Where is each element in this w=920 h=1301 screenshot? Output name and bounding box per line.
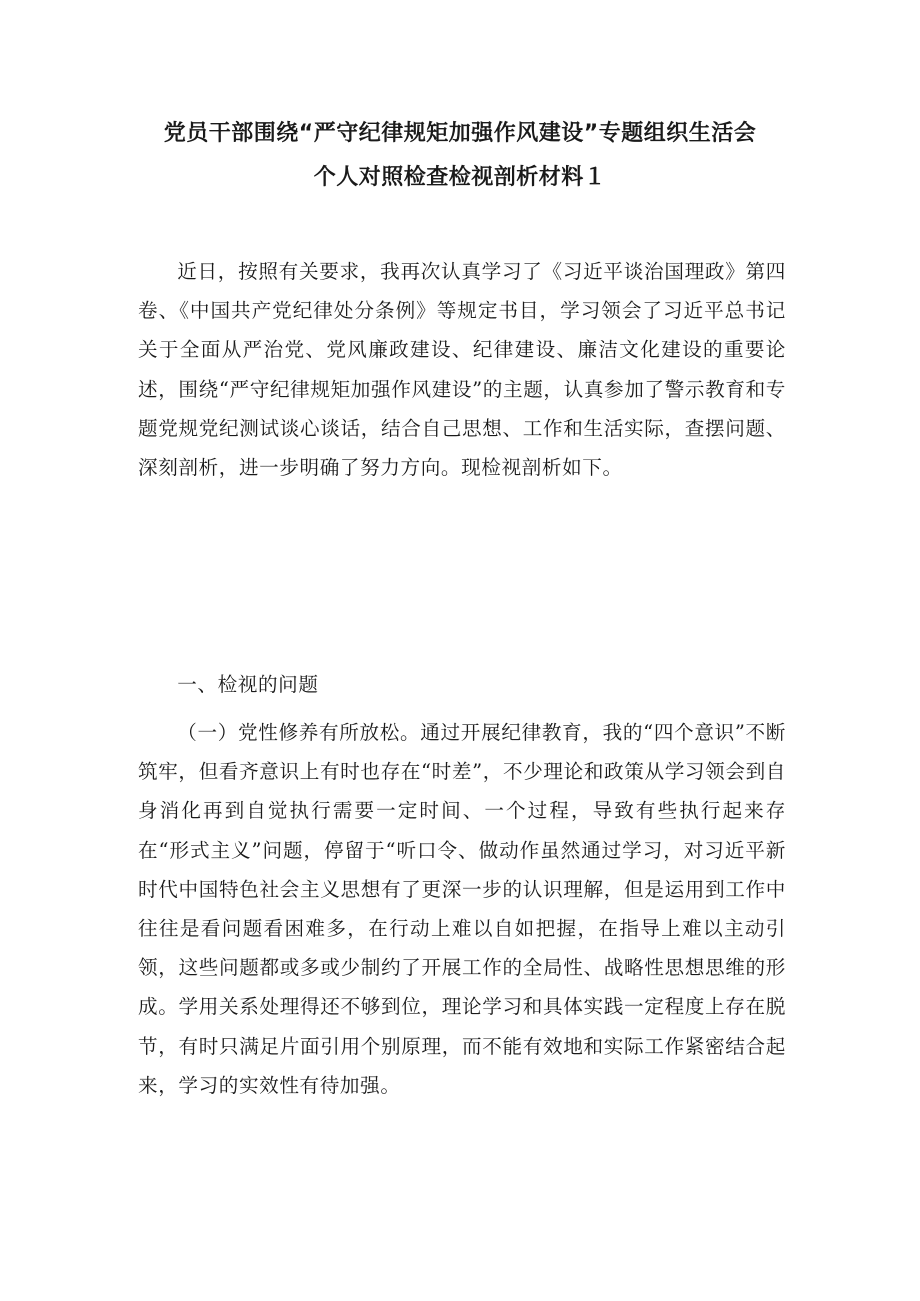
section-heading-problems: 一、检视的问题 (177, 673, 319, 696)
document-title-line-1: 党员干部围绕“严守纪律规矩加强作风建设”专题组织生活会 (163, 121, 757, 146)
document-title-line-2: 个人对照检查检视剖析材料１ (313, 165, 607, 190)
intro-paragraph: 近日，按照有关要求，我再次认真学习了《习近平谈治国理政》第四卷、《中国共产党纪律处分条例》等规定书目，学习领会了习近平总书记关于全面从严治党、党风廉政建设、纪律建设、廉洁文化建设的重要论述，围绕“严守纪律规矩加强作风建设”的主题，认真参加了警示教育和专题党规党纪测试谈心谈话，结合自己思想、工作和生活实际，查摆问题、深刻剖析，进一步明确了努力方向。现检视剖析如下。 (138, 260, 786, 480)
section-paragraph-party-spirit: （一）党性修养有所放松。通过开展纪律教育，我的“四个意识”不断筑牢，但看齐意识上有时也存在“时差”，不少理论和政策从学习领会到自身消化再到自觉执行需要一定时间、一个过程，导致有些执行起来存在“形式主义”问题，停留于“听口令、做动作虽然通过学习，对习近平新时代中国特色社会主义思想有了更深一步的认识理解，但是运用到工作中往往是看问题看困难多，在行动上难以自如把握，在指导上难以主动引领，这些问题都或多或少制约了开展工作的全局性、战略性思想思维的形成。学用关系处理得还不够到位，理论学习和具体实践一定程度上存在脱节，有时只满足片面引用个别原理，而不能有效地和实际工作紧密结合起来，学习的实效性有待加强。 (138, 721, 786, 1097)
